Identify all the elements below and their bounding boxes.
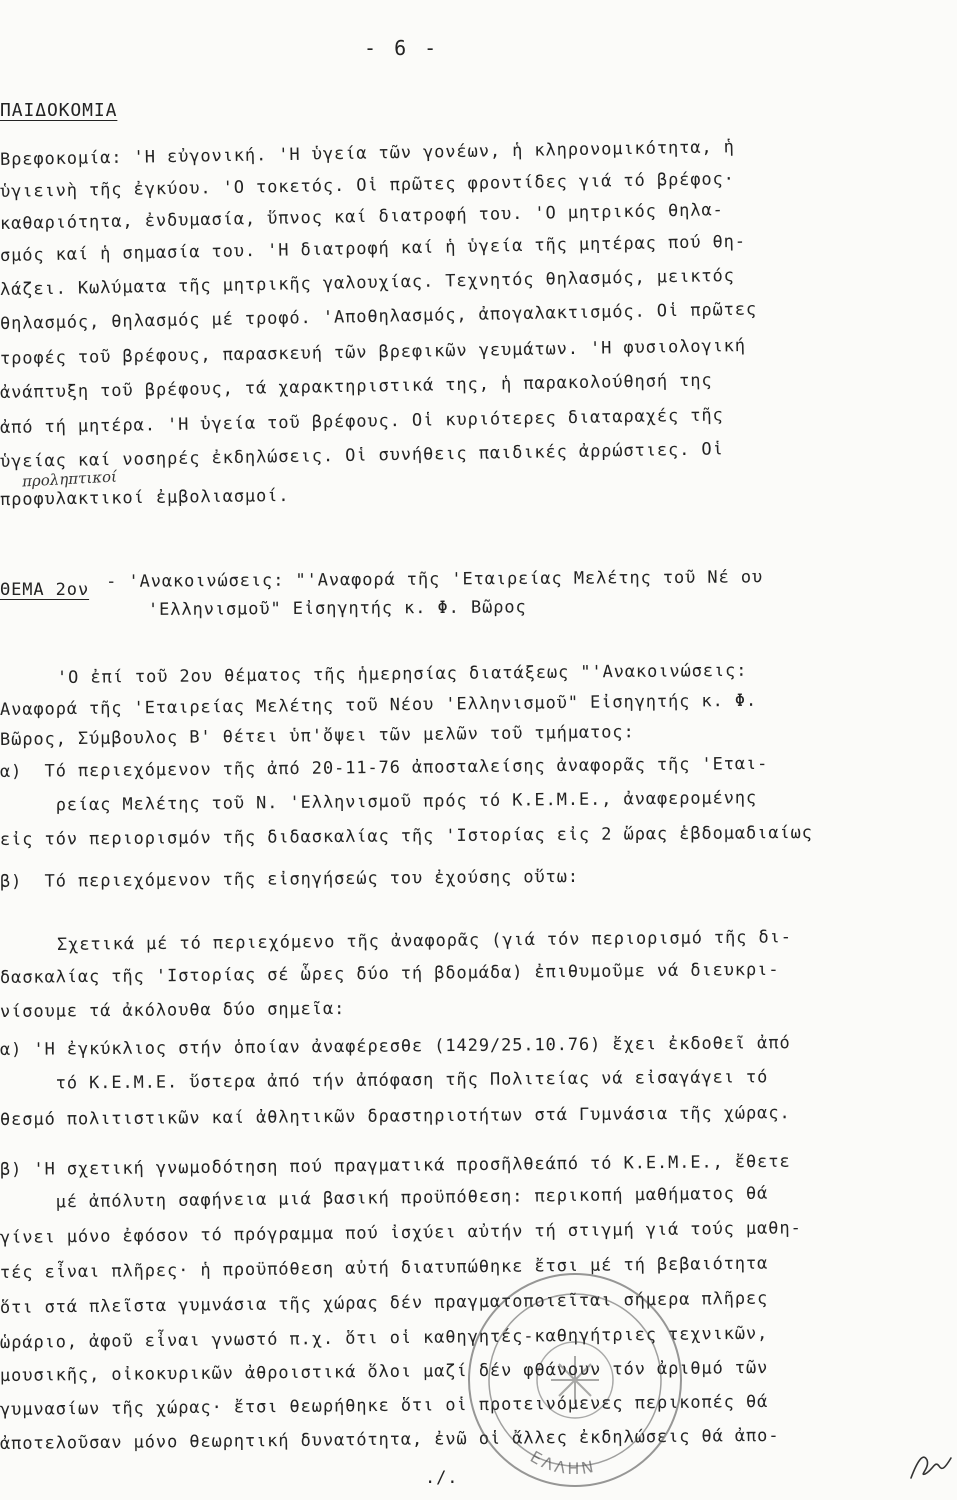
text-line: ρείας Μελέτης τοῦ Ν. 'Ελληνισμοῦ πρός τό Κ.Ε.Μ.Ε., ἀναφερομένης bbox=[0, 788, 758, 816]
text-line: Σχετικά μέ τό περιεχόμενο τῆς ἀναφορᾶς (γιά τόν περιορισμό τῆς δι- bbox=[56, 927, 792, 955]
text-line: ὑγείας καί νοσηρές ἐκδηλώσεις. Οἱ συνήθεις παιδικές ἀρρώστιες. Οἱ bbox=[0, 439, 724, 472]
text-line: ὅτι στά πλεῖστα γυμνάσια τῆς χώρας δέν πραγματοποιεῖται σήμερα πλῆρες bbox=[0, 1288, 769, 1318]
text-line: θηλασμός, θηλασμός μέ τροφό. 'Αποθηλασμός, ἀπογαλακτισμός. Οἱ πρῶτες bbox=[0, 299, 758, 334]
page-number: - 6 - bbox=[364, 36, 440, 60]
text-line: γίνει μόνο ἐφόσον τό πρόγραμμα πού ἰσχύει αὐτήν τή στιγμή γιά τούς μαθη- bbox=[0, 1218, 802, 1248]
text-line: προφυλακτικοί ἐμβολιασμοί. bbox=[0, 485, 290, 510]
text-line: α) Τό περιεχόμενον τῆς ἀπό 20-11-76 ἀποσταλείσης ἀναφορᾶς τῆς 'Εται- bbox=[0, 753, 769, 782]
text-line: 'Ο ἐπί τοῦ 2ου θέματος τῆς ἡμερησίας διατάξεως "'Ανακοινώσεις: bbox=[56, 660, 748, 688]
text-line: ἀπό τή μητέρα. 'Η ὑγεία τοῦ βρέφους. Οἱ κυριότερες διαταραχές τῆς bbox=[0, 405, 724, 438]
text-line: Αναφορά τῆς 'Εταιρείας Μελέτης τοῦ Νέου 'Ελληνισμοῦ" Εἰσηγητής κ. Φ. bbox=[0, 690, 758, 720]
topic-label: ΘΕΜΑ 2ον bbox=[0, 580, 90, 600]
text-line: γυμνασίων τῆς χώρας· ἔτσι θεωρήθηκε ὅτι οἱ προτεινόμενες περικοπές θά bbox=[0, 1391, 769, 1420]
text-line: τροφές τοῦ βρέφους, παρασκευή τῶν βρεφικῶν γευμάτων. 'Η φυσιολογική bbox=[0, 335, 747, 369]
text-line: β) Τό περιεχόμενον τῆς εἰσηγήσεώς του ἐχούσης οὕτω: bbox=[0, 866, 580, 892]
text-line: ἀποτελοῦσαν μόνο θεωρητική δυνατότητα, ἐνῶ οἱ ἄλλες ἐκδηλώσεις θά ἀπο- bbox=[0, 1425, 780, 1454]
text-line: μέ ἀπόλυτη σαφήνεια μιά βασική προϋπόθεση: περικοπή μαθήματος θά bbox=[0, 1183, 769, 1213]
text-line: λάζει. Κωλύματα τῆς μητρικῆς γαλουχίας. Τεχνητός θηλασμός, μεικτός bbox=[0, 265, 735, 300]
topic-title-line-1: - 'Ανακοινώσεις: "'Αναφορά τῆς 'Εταιρείας Μελέτης τοῦ Νέ ου bbox=[94, 567, 764, 592]
handwritten-correction: προληπτικοί bbox=[21, 467, 118, 491]
text-line: καθαριότητα, ἐνδυμασία, ὕπνος καί διατροφή του. 'Ο μητρικός θηλα- bbox=[0, 200, 724, 234]
text-line: Βρεφοκομία: 'Η εὐγονική. 'Η ὑγεία τῶν γονέων, ἡ κληρονομικότητα, ἡ bbox=[0, 137, 735, 170]
text-line: β) 'Η σχετική γνωμοδότηση πού πραγματικά προσῆλθεάπό τό Κ.Ε.Μ.Ε., ἔθετε bbox=[0, 1151, 791, 1180]
official-stamp bbox=[455, 1260, 695, 1500]
signature bbox=[905, 1440, 957, 1488]
text-line: α) 'Η ἐγκύκλιος στήν ὁποίαν ἀναφέρεσθε (1429/25.10.76) ἔχει ἐκδοθεῖ ἀπό bbox=[0, 1033, 791, 1060]
text-line: δασκαλίας τῆς 'Ιστορίας σέ ὧρες δύο τή βδομάδα) ἐπιθυμοῦμε νά διευκρι- bbox=[0, 959, 780, 988]
text-line: ἀνάπτυξη τοῦ βρέφους, τά χαρακτηριστικά της, ἡ παρακολούθησή της bbox=[0, 370, 713, 403]
section-heading: ΠΑΙΔΟΚΟΜΙΑ bbox=[0, 100, 118, 121]
text-line: τές εἶναι πλῆρες· ἡ προϋπόθεση αὐτή διατυπώθηκε ἔτσι μέ τή βεβαιότητα bbox=[0, 1253, 769, 1283]
text-line: εἰς τόν περιορισμόν τῆς διδασκαλίας τῆς 'Ιστορίας εἰς 2 ὥρας ἑβδομαδιαίως bbox=[0, 822, 813, 850]
text-line: ὡράριο, ἀφοῦ εἶναι γνωστό π.χ. ὅτι οἱ καθηγητές-καθηγήτριες τεχνικῶν, bbox=[0, 1323, 769, 1353]
text-line: τό Κ.Ε.Μ.Ε. ὕστερα ἀπό τήν ἀπόφαση τῆς Πολιτείας νά εἰσαγάγει τό bbox=[0, 1067, 769, 1094]
text-line: νίσουμε τά ἀκόλουθα δύο σημεῖα: bbox=[0, 998, 346, 1022]
continuation-mark: ./. bbox=[425, 1468, 459, 1488]
topic-title-line-2: 'Ελληνισμοῦ" Εἰσηγητής κ. Φ. Βῶρος bbox=[147, 597, 527, 620]
text-line: ὑγιεινὴ τῆς ἐγκύου. 'Ο τοκετός. Οἱ πρῶτες φροντίδες γιά τό βρέφος· bbox=[0, 169, 735, 202]
svg-text:ΕΛΛΗΝ: ΕΛΛΗΝ bbox=[527, 1447, 598, 1479]
text-line: Βῶρος, Σύμβουλος Β' θέτει ὑπ'ὄψει τῶν μελῶν τοῦ τμήματος: bbox=[0, 722, 635, 750]
text-line: σμός καί ἡ σημασία του. 'Η διατροφή καί ἡ ὑγεία τῆς μητέρας πού θη- bbox=[0, 231, 747, 266]
text-line: μουσικῆς, οἰκοκυρικῶν ἀθροιστικά ὅλοι μαζί δέν φθάνουν τόν ἀριθμό τῶν bbox=[0, 1357, 769, 1386]
text-line: θεσμό πολιτιστικῶν καί ἀθλητικῶν δραστηριοτήτων στά Γυμνάσια τῆς χώρας. bbox=[0, 1103, 791, 1130]
